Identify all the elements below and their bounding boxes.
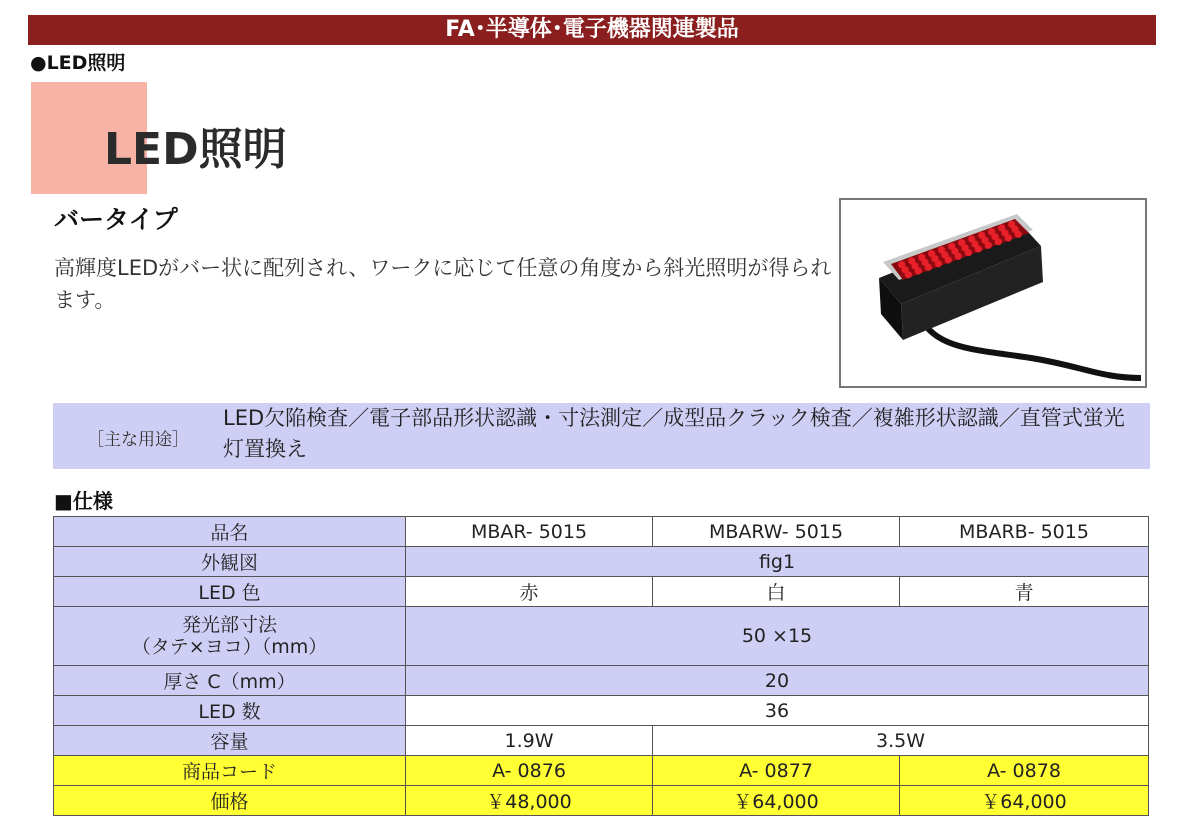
product-type-title: バータイプ xyxy=(54,205,178,234)
table-row xyxy=(54,696,1149,726)
table-row xyxy=(54,756,1149,786)
usage-text: LED欠陥検査／電子部品形状認識・寸法測定／成型品クラック検査／複雑形状認識／直管式蛍光灯置換え xyxy=(223,406,1125,461)
view-cell: fig1 xyxy=(406,547,1149,577)
table-row xyxy=(54,577,1149,607)
model-cell: MBAR- 5015 xyxy=(406,517,653,547)
led-dot xyxy=(975,245,982,252)
product-photo xyxy=(839,198,1147,388)
model-cell: MBARW- 5015 xyxy=(653,517,900,547)
led-dot xyxy=(965,249,972,256)
size-label-line2: （タテ×ヨコ）（mm） xyxy=(131,636,328,658)
price-cell: ￥64,000 xyxy=(900,786,1149,816)
led-dot xyxy=(915,267,922,274)
row-label-code: 商品コード xyxy=(54,756,406,786)
led-dot xyxy=(925,264,932,271)
size-label-line1: 発光部寸法 xyxy=(181,614,277,636)
usage-panel xyxy=(53,403,1150,469)
category-header: FA･半導体･電子機器関連製品 xyxy=(28,15,1156,45)
row-label-color: LED 色 xyxy=(54,577,406,607)
code-cell: A- 0878 xyxy=(900,756,1149,786)
page-title: LED照明 xyxy=(104,124,287,175)
usage-label: ［主な用途］ xyxy=(87,430,189,450)
model-cell: MBARB- 5015 xyxy=(900,517,1149,547)
code-cell: A- 0877 xyxy=(653,756,900,786)
row-label-price: 価格 xyxy=(54,786,406,816)
power-cell: 3.5W xyxy=(653,726,1149,756)
table-row xyxy=(54,726,1149,756)
thickness-cell: 20 xyxy=(406,666,1149,696)
code-cell: A- 0876 xyxy=(406,756,653,786)
led-dot xyxy=(935,260,942,267)
led-dot xyxy=(945,256,952,263)
spec-table xyxy=(53,516,1149,816)
row-label-thickness: 厚さ C（mm） xyxy=(54,666,406,696)
product-description: 高輝度LEDがバー状に配列され、ワークに応じて任意の角度から斜光照明が得られます。 xyxy=(54,256,832,312)
price-cell: ￥64,000 xyxy=(653,786,900,816)
row-label-power: 容量 xyxy=(54,726,406,756)
led-dot xyxy=(995,238,1002,245)
color-cell: 白 xyxy=(653,577,900,607)
row-label-size xyxy=(54,607,406,666)
table-row xyxy=(54,517,1149,547)
led-count-cell: 36 xyxy=(406,696,1149,726)
price-cell: ￥48,000 xyxy=(406,786,653,816)
table-row xyxy=(54,666,1149,696)
color-cell: 赤 xyxy=(406,577,653,607)
led-dot xyxy=(1005,234,1012,241)
led-dot xyxy=(905,271,912,278)
row-label-led-count: LED 数 xyxy=(54,696,406,726)
size-cell: 50 ×15 xyxy=(406,607,1149,666)
led-bar-light-image xyxy=(841,200,1145,386)
table-row xyxy=(54,786,1149,816)
color-cell: 青 xyxy=(900,577,1149,607)
table-row xyxy=(54,547,1149,577)
row-label-view: 外観図 xyxy=(54,547,406,577)
table-row xyxy=(54,607,1149,666)
spec-heading: ■仕様 xyxy=(54,489,113,513)
breadcrumb: ●LED照明 xyxy=(30,52,126,74)
led-dot xyxy=(1015,231,1022,238)
led-dot xyxy=(955,253,962,260)
power-cell: 1.9W xyxy=(406,726,653,756)
row-label-name: 品名 xyxy=(54,517,406,547)
led-dot xyxy=(985,242,992,249)
